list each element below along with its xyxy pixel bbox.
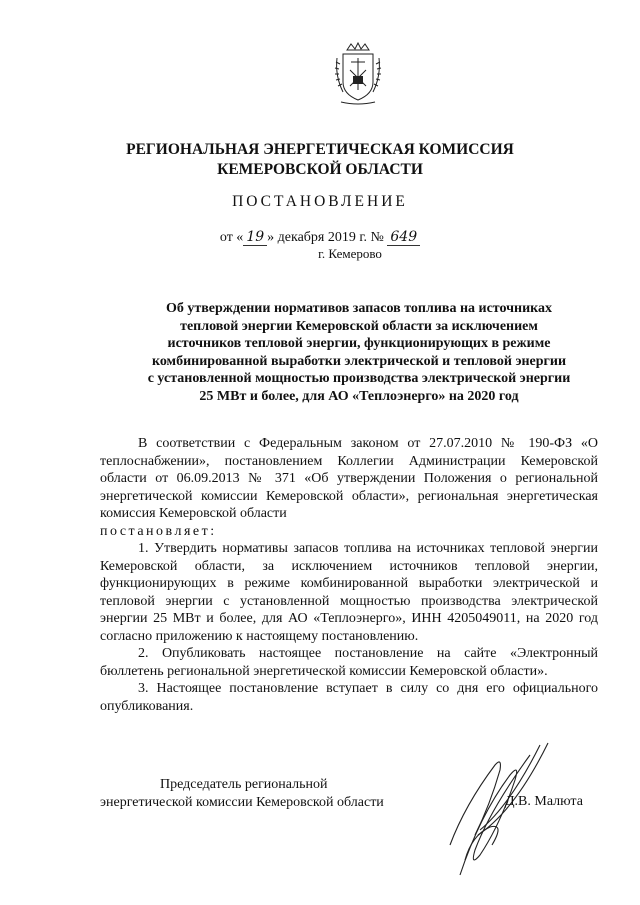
title-line: комбинированной выработки электрической и тепловой энергии [151,353,567,369]
title-line: Об утверждении нормативов запасов топлива на источниках [165,301,553,316]
title-line: 25 МВт и более, для АО «Теплоэнерго» на 2020 год [199,388,519,404]
org-line-2: КЕМЕРОВСКОЙ ОБЛАСТИ [217,161,423,178]
document-body [100,435,598,715]
document-title [120,300,598,405]
date-day: 19 [243,229,267,246]
title-line: источников тепловой энергии, функционирующих в режиме [167,336,551,351]
city: г. Кемерово [318,246,382,261]
organization-name [0,140,640,180]
signatory-name: Д.В. Малюта [505,794,583,809]
date-middle: » декабря 2019 г. № [267,230,384,245]
resolves-word: постановляет: [100,523,217,539]
item-1: 1. Утвердить нормативы запасов топлива на источниках тепловой энергии Кемеровской области, за исключением источников тепловой энергии, функционирующих в режиме комбинированной выработки электрической и тепловой энергии с установленной мощностью производства электрической энергии 25 МВт и более, для АО «Теплоэнерго», ИНН 4205049011, на 2020 год согласно приложению к настоящему постановлению. [100,541,598,644]
position-line-1: Председатель региональной [160,777,328,792]
org-line-1: РЕГИОНАЛЬНАЯ ЭНЕРГЕТИЧЕСКАЯ КОМИССИЯ [126,141,514,158]
title-line: тепловой энергии Кемеровской области за исключением [180,318,538,334]
position-line-2: энергетической комиссии Кемеровской области [100,794,384,810]
document-type: ПОСТАНОВЛЕНИЕ [232,193,408,210]
date-line [0,229,640,246]
item-3: 3. Настоящее постановление вступает в силу со дня его официального опубликования. [100,681,598,714]
date-prefix: от « [219,230,244,245]
coat-of-arms-emblem [333,42,383,106]
preamble: В соответствии с Федеральным законом от 27.07.2010 № 190-ФЗ «О теплоснабжении», постановлением Коллегии Администрации Кемеровской области от 06.09.2013 № 371 «Об утверждении Положения о региональной энергетической комиссии Кемеровской области», региональная энергетическая комиссия Кемеровской области [100,436,598,521]
item-2: 2. Опубликовать настоящее постановление на сайте «Электронный бюллетень региональной энергетической комиссии Кемеровской области». [100,646,598,679]
signatory-position [100,776,440,811]
document-number: 649 [387,229,420,246]
title-line: с установленной мощностью производства электрической энергии [147,371,571,386]
